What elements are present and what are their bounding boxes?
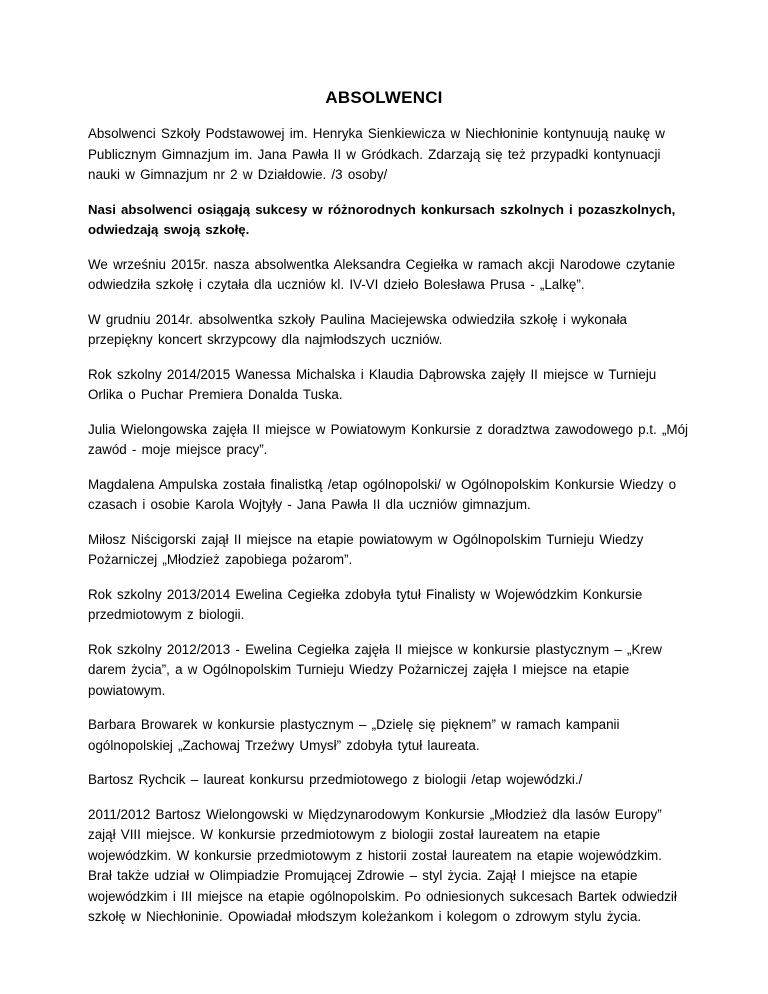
paragraph: 2011/2012 Bartosz Wielongowski w Międzynarodowym Konkursie „Młodzież dla lasów Europy” zajął VIII miejsce. W konkursie przedmiotowym z biologii został laureatem na etapie wojewódzkim. W konkursie przedmiotowym z historii został laureatem na etapie wojewódzkim. Brał także udział w Olimpiadzie Promującej Zdrowie – styl życia. Zajął I miejsce na etapie wojewódzkim i III miejsce na etapie ogólnopolskim. Po odniesionych sukcesach Bartek odwiedził szkołę w Niechłoninie. Opowiadał młodszym koleżankom i kolegom o zdrowym stylu życia. (88, 806, 677, 924)
paragraph: W grudniu 2014r. absolwentka szkoły Paulina Maciejewska odwiedziła szkołę i wykonała przepiękny koncert skrzypcowy dla najmłodszych uczniów. (88, 311, 627, 347)
paragraph: Rok szkolny 2014/2015 Wanessa Michalska i Klaudia Dąbrowska zajęły II miejsce w Turnieju Orlika o Puchar Premiera Donalda Tuska. (88, 366, 657, 402)
paragraph: Rok szkolny 2013/2014 Ewelina Cegiełka zdobyła tytuł Finalisty w Wojewódzkim Konkursie przedmiotowym z biologii. (88, 586, 643, 622)
page-title: ABSOLWENCI (325, 88, 443, 107)
paragraph: Rok szkolny 2012/2013 - Ewelina Cegiełka zajęła II miejsce w konkursie plastycznym – „Krew darem życia”, a w Ogólnopolskim Turnieju Wiedzy Pożarniczej zajęła I miejsce na etapie powiatowym. (88, 641, 662, 698)
paragraph-intro: Absolwenci Szkoły Podstawowej im. Henryka Sienkiewicza w Niechłoninie kontynuują naukę w Publicznym Gimnazjum im. Jana Pawła II w Gródkach. Zdarzają się też przypadki kontynuacji nauki w Gimnazjum nr 2 w Działdowie. /3 osoby/ (88, 126, 665, 182)
paragraph: Julia Wielongowska zajęła II miejsce w Powiatowym Konkursie z doradztwa zawodowego p.t. „Mój zawód - moje miejsce pracy”. (88, 421, 688, 457)
paragraph: We wrześniu 2015r. nasza absolwentka Aleksandra Cegiełka w ramach akcji Narodowe czytanie odwiedziła szkołę i czytała dla uczniów kl. IV-VI dzieło Bolesława Prusa - „Lalkę”. (88, 256, 676, 292)
paragraph: Barbara Browarek w konkursie plastycznym – „Dzielę się pięknem” w ramach kampanii ogólnopolskiej „Zachowaj Trzeźwy Umysł” zdobyła tytuł laureata. (88, 717, 620, 753)
paragraph: Miłosz Niścigorski zajął II miejsce na etapie powiatowym w Ogólnopolskim Turnieju Wiedzy Pożarniczej „Młodzież zapobiega pożarom”. (88, 531, 644, 567)
document-body (88, 124, 688, 942)
paragraph: Bartosz Rychcik – laureat konkursu przedmiotowego z biologii /etap wojewódzki./ (88, 772, 583, 787)
paragraph-highlight: Nasi absolwenci osiągają sukcesy w różnorodnych konkursach szkolnych i pozaszkolnych, odwiedzają swoją szkołę. (88, 201, 676, 237)
paragraph: Magdalena Ampulska została finalistką /etap ogólnopolski/ w Ogólnopolskim Konkursie Wiedzy o czasach i osobie Karola Wojtyły - Jana Pawła II dla uczniów gimnazjum. (88, 476, 677, 512)
